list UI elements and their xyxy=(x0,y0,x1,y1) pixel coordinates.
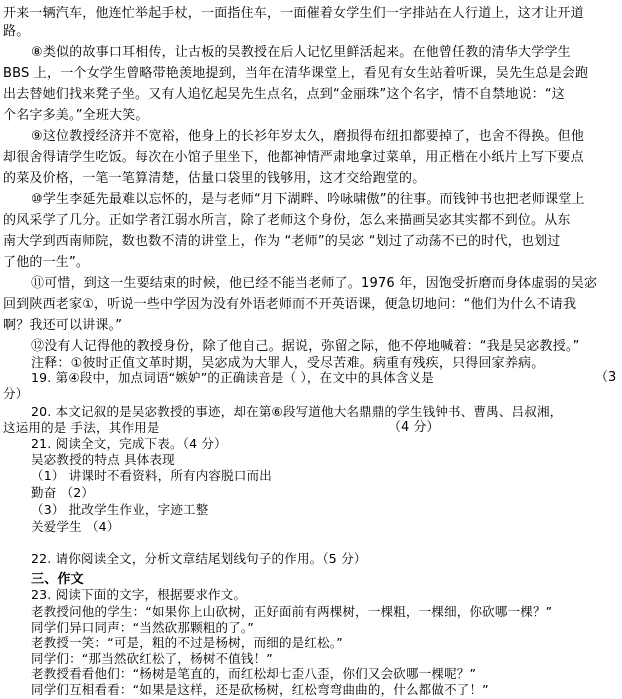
question-20: 20. 本文记叙的是吴宓教授的事迹，却在第⑥段写道他大名鼎鼎的学生钱钟书、曹禺、吕叔湘， xyxy=(31,404,563,419)
table-header: 吴宓教授的特点 具体表现 xyxy=(31,452,175,467)
passage-line: 的菜及价格，一笔一笔算清楚，估量口袋里的钱够用，这才交给跑堂的。 xyxy=(3,171,426,186)
question-23: 23. 阅读下面的文字，根据要求作文。 xyxy=(31,587,247,602)
passage-line: 开来一辆汽车，他连忙举起手杖，一面指住车，一面催着女学生们一字排站在人行道上，这才让开道 xyxy=(3,6,584,21)
prompt-line: 老教授一笑：“可是，粗的不过是杨树，而细的是红松。” xyxy=(31,635,343,651)
passage-line: 啊？我还可以讲课。” xyxy=(3,318,123,333)
question-19-score: （3 xyxy=(595,370,617,385)
paragraph-9: ⑨这位教授经济并不宽裕，他身上的长衫年岁太久，磨损得布纽扣都要掉了，也舍不得换。但他 xyxy=(31,129,585,144)
passage-line: 的风采学了几分。正如学者江弱水所言，除了老师这个身份，怎么来描画吴宓其实都不到位。从东 xyxy=(3,213,571,228)
prompt-line-hidden-5: 老教授看看他们：“杨树是笔直的，而红松却七歪八歪，你们又会砍哪一棵呢？” xyxy=(31,666,477,682)
prompt-line: 同学们：“那当然砍红松了，杨树不值钱！” xyxy=(31,650,273,666)
passage-line: 南大学到西南师院，数也数不清的讲堂上，作为 “老师”的吴宓 “划过了动荡不已的时代，也划过 xyxy=(3,234,561,249)
passage-line: 路。 xyxy=(3,24,30,39)
table-row: （1） 讲课时不看资料，所有内容脱口而出 xyxy=(31,468,272,483)
table-row: 关爱学生 （4） xyxy=(31,519,120,534)
question-19: 19. 第④段中，加点词语“嫉妒”的正确读音是（ ），在文中的具体含义是 xyxy=(31,370,434,385)
passage-line: 回到陕西老家①，听说一些中学因为没有外语老师而不开英语课，便急切地问：“他们为什么不请我 xyxy=(3,297,577,312)
question-19-score-cont: 分） xyxy=(3,386,29,401)
footnote: 注释：①彼时正值文革时期，吴宓成为大罪人，受尽苦难。病重有残疾，只得回家养病。 xyxy=(31,356,545,371)
question-20-score: （4 分） xyxy=(388,420,440,435)
passage-line: 了他的一生”。 xyxy=(3,255,90,270)
prompt-line: 同学们异口同声：“当然砍那颗粗的了。” xyxy=(31,619,255,635)
table-row: （3） 批改学生作业，字迹工整 xyxy=(31,502,209,517)
question-21: 21. 阅读全文，完成下表。（4 分） xyxy=(31,436,227,451)
prompt-line: 老教授问他的学生：“如果你上山砍树，正好面前有两棵树，一棵粗，一棵细，你砍哪一棵？” xyxy=(31,604,553,619)
prompt-line-hidden-6: 同学们互相看看：“如果是这样，还是砍杨树，红松弯弯曲曲的，什么都做不了！” xyxy=(31,682,489,697)
paragraph-8: ⑧类似的故事口耳相传，让古板的吴教授在后人记忆里鲜活起来。在他曾任教的清华大学学生 xyxy=(31,45,571,60)
paragraph-11: ⑪可惜，到这一生要结束的时候，他已经不能当老师了。1976 年，因饱受折磨而身体虚弱的吴宓 xyxy=(31,276,598,291)
passage-line: BBS 上，一个女学生曾略带艳羡地提到，当年在清华课堂上，看见有女生站着听课，吴先生总是会跑 xyxy=(3,66,589,81)
question-22: 22. 请你阅读全文，分析文章结尾划线句子的作用。（5 分） xyxy=(31,551,367,566)
passage-line: 个名字多美。”全班大笑。 xyxy=(3,108,149,123)
paragraph-12: ⑫没有人记得他的教授身份，除了他自己。据说，弥留之际，他不停地喊着：“我是吴宓教授。” xyxy=(31,339,580,354)
passage-line: 却很舍得请学生吃饭。每次在小馆子里坐下，他都神情严肃地拿过菜单，用正楷在小纸片上写下要点 xyxy=(3,150,584,165)
table-row: 勤奋 （2） xyxy=(31,485,95,500)
paragraph-10: ⑩学生李延先最难以忘怀的，是与老师“月下湖畔、吟咏啸傲”的往事。而钱钟书也把老师课堂上 xyxy=(31,192,585,207)
question-20-cont: 这运用的是 手法，其作用是 xyxy=(3,420,160,435)
section-title: 三、作文 xyxy=(31,572,84,587)
passage-line: 出去替她们找来凳子坐。又有人追忆起吴先生点名，点到“金丽珠”这个名字，情不自禁地说：“这 xyxy=(3,87,566,102)
